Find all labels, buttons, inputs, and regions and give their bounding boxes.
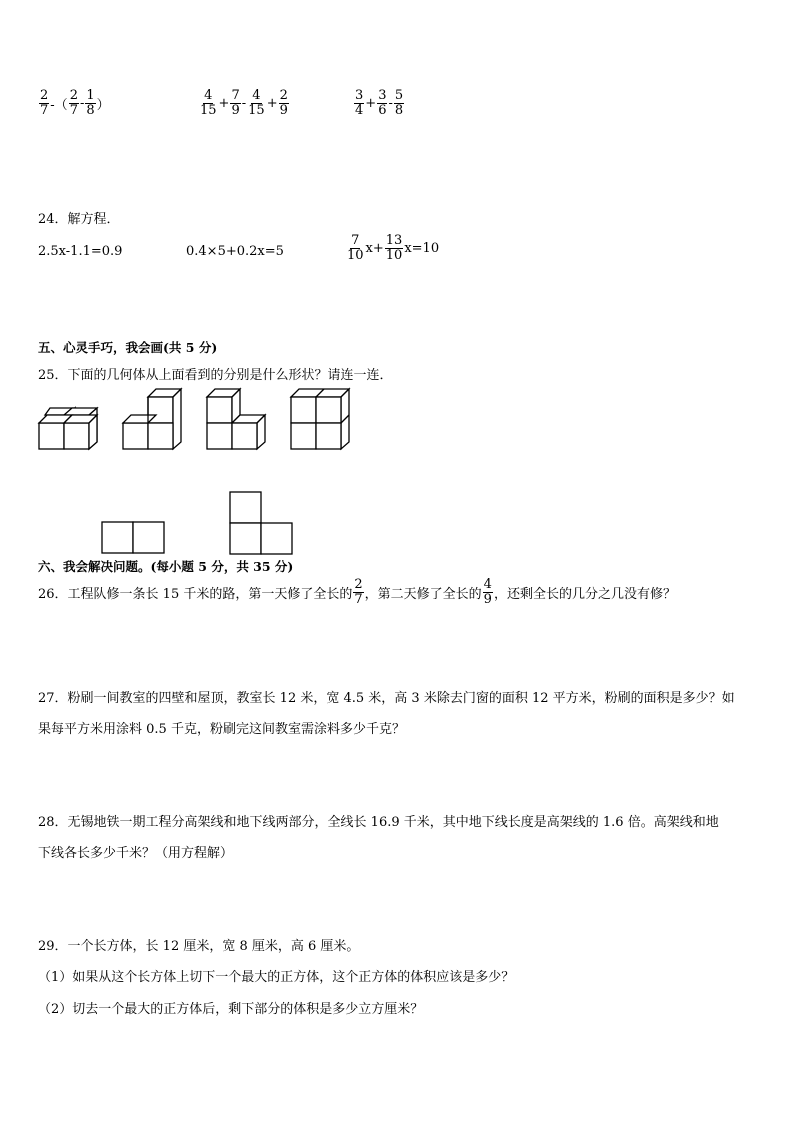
operator: + [365,95,377,111]
calc-expr-3 [353,89,405,117]
q24-equation-3 [345,234,439,262]
fraction: $\frac{2}{7}$ [69,88,78,118]
q29-line-1: 29．一个长方体，长 12 厘米，宽 8 厘米，高 6 厘米。 [38,939,360,954]
fraction: $\frac{3}{6}$ [378,88,387,118]
operator: ） [96,97,110,113]
operator: - [241,95,247,111]
fraction: $\frac{4}{15}$ [248,88,265,118]
q28-line-1: 28．无锡地铁一期工程分高架线和地下线两部分，全线长 16.9 千米，其中地下线长度是高架线的 1.6 倍。高架线和地 [38,815,719,830]
top-view-1 [101,521,165,555]
operator: - [388,95,393,111]
q27-line-2: 果每平方米用涂料 0.5 千克，粉刷完这间教室需涂料多少千克？ [38,722,405,737]
q26-fraction-2: $\frac{4}{9}$ [483,577,492,607]
q25-prompt: 25．下面的几何体从上面看到的分别是什么形状？请连一连． [38,368,393,383]
q24-title: 24．解方程． [38,212,120,227]
q26-part-3: ，还剩全长的几分之几没有修？ [493,586,676,602]
section-6-heading: 六、我会解决问题。(每小题 5 分，共 35 分) [38,559,294,574]
fraction: $\frac{2}{7}$ [40,88,49,118]
fraction: $\frac{7}{9}$ [231,88,240,118]
q26-text [38,578,676,606]
operator: + [266,95,278,111]
q26-part-1: 26．工程队修一条长 15 千米的路，第一天修了全长的 [38,586,353,602]
q26-part-2: ，第二天修了全长的 [364,586,482,602]
cube-figure-4 [290,388,352,450]
operator: + [218,95,230,111]
q24-equation-2: 0.4×5+0.2x=5 [186,244,284,259]
cube-figure-2 [122,388,184,450]
q28-line-2: 下线各长多少千米？（用方程解） [38,846,234,861]
q26-fraction-1: $\frac{2}{7}$ [354,577,363,607]
fraction: $\frac{3}{4}$ [355,88,364,118]
fraction: $\frac{4}{15}$ [200,88,217,118]
calc-expr-2 [198,89,290,117]
cube-figure-1 [38,405,100,450]
operator: x=10 [404,240,440,256]
cube-figure-3 [206,388,268,450]
fraction: $\frac{7}{10}$ [347,233,364,263]
fraction: $\frac{13}{10}$ [385,233,403,263]
fraction: $\frac{2}{9}$ [279,88,288,118]
q27-line-1: 27．粉刷一间教室的四壁和屋顶，教室长 12 米，宽 4.5 米，高 3 米除去门窗的面积 12 平方米，粉刷的面积是多少？如 [38,691,735,706]
operator: - [79,95,85,111]
calc-expr-1 [38,89,110,117]
section-5-heading: 五、心灵手巧，我会画(共 5 分) [38,340,218,355]
fraction: $\frac{1}{8}$ [86,88,95,118]
q29-line-2: （1）如果从这个长方体上切下一个最大的正方体，这个正方体的体积应该是多少？ [38,970,515,985]
operator: -（ [50,97,68,113]
fraction: $\frac{5}{8}$ [394,88,404,118]
q29-line-3: （2）切去一个最大的正方体后，剩下部分的体积是多少立方厘米？ [38,1002,424,1017]
q24-equation-1: 2.5x-1.1=0.9 [38,244,123,259]
operator: x+ [365,240,384,256]
top-view-2 [229,491,293,555]
